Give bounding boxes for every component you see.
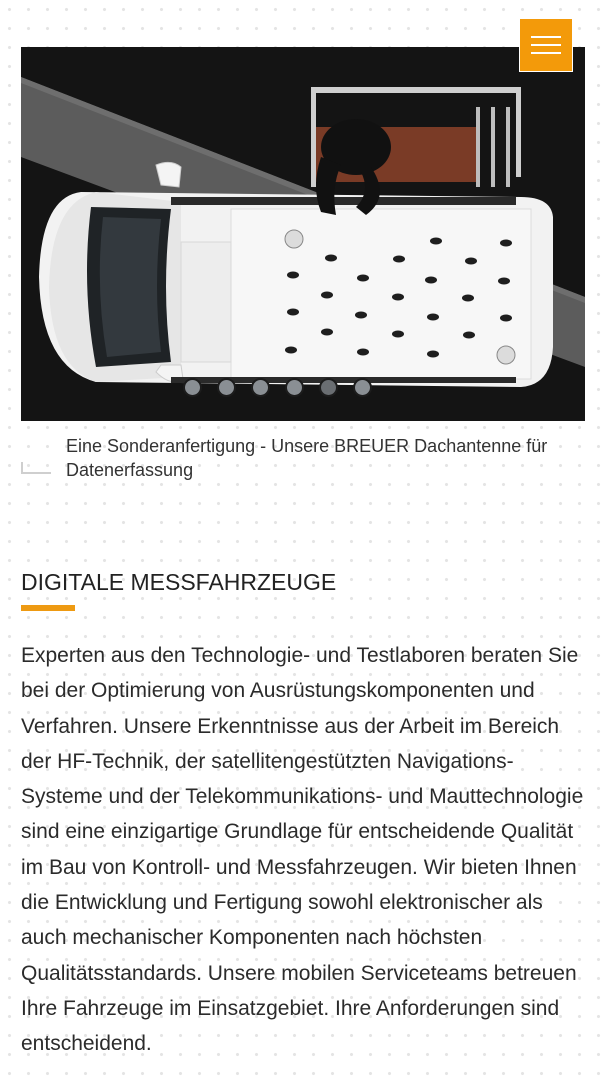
image-slider[interactable] [21,47,585,421]
slider-dot[interactable] [251,378,270,397]
slider-dot-active[interactable] [319,378,338,397]
hamburger-icon-line [531,44,561,46]
section-body-text: Experten aus den Technologie- und Testlaboren beraten Sie bei der Optimierung von Ausrüstungskomponenten und Verfahren. Unsere Erkenntnisse aus der Arbeit im Bereich der HF-Technik, der satellitengestützten Navigations-Systeme und der Telekommunikations- und Mauttechnologie sind eine einzigartige Grundlage für entscheidende Qualität im Bau von Kontroll- und Messfahrzeugen. Wir bieten Ihnen die Entwicklung und Fertigung sowohl elektronischer als auch mechanischer Komponenten nach höchsten Qualitätsstandards. Unsere mobilen Serviceteams betreuen Ihre Fahrzeuge im Einsatzgebiet. Ihre Anforderungen sind entscheidend. [21,644,584,1056]
slider-dot[interactable] [183,378,202,397]
hamburger-icon-line [531,52,561,54]
slider-dot[interactable] [217,378,236,397]
slider-dot[interactable] [285,378,304,397]
van-roof-photo [21,47,585,421]
slider-pagination [21,378,585,397]
image-caption: Eine Sonderanfertigung - Unsere BREUER Dachantenne für Datenerfassung [66,436,548,480]
menu-button[interactable] [519,18,573,72]
section-heading: DIGITALE MESSFAHRZEUGE [21,569,337,595]
caption-corner-decoration [21,462,51,474]
slider-dot[interactable] [353,378,372,397]
heading-underline [21,605,75,611]
hamburger-icon [531,36,561,38]
